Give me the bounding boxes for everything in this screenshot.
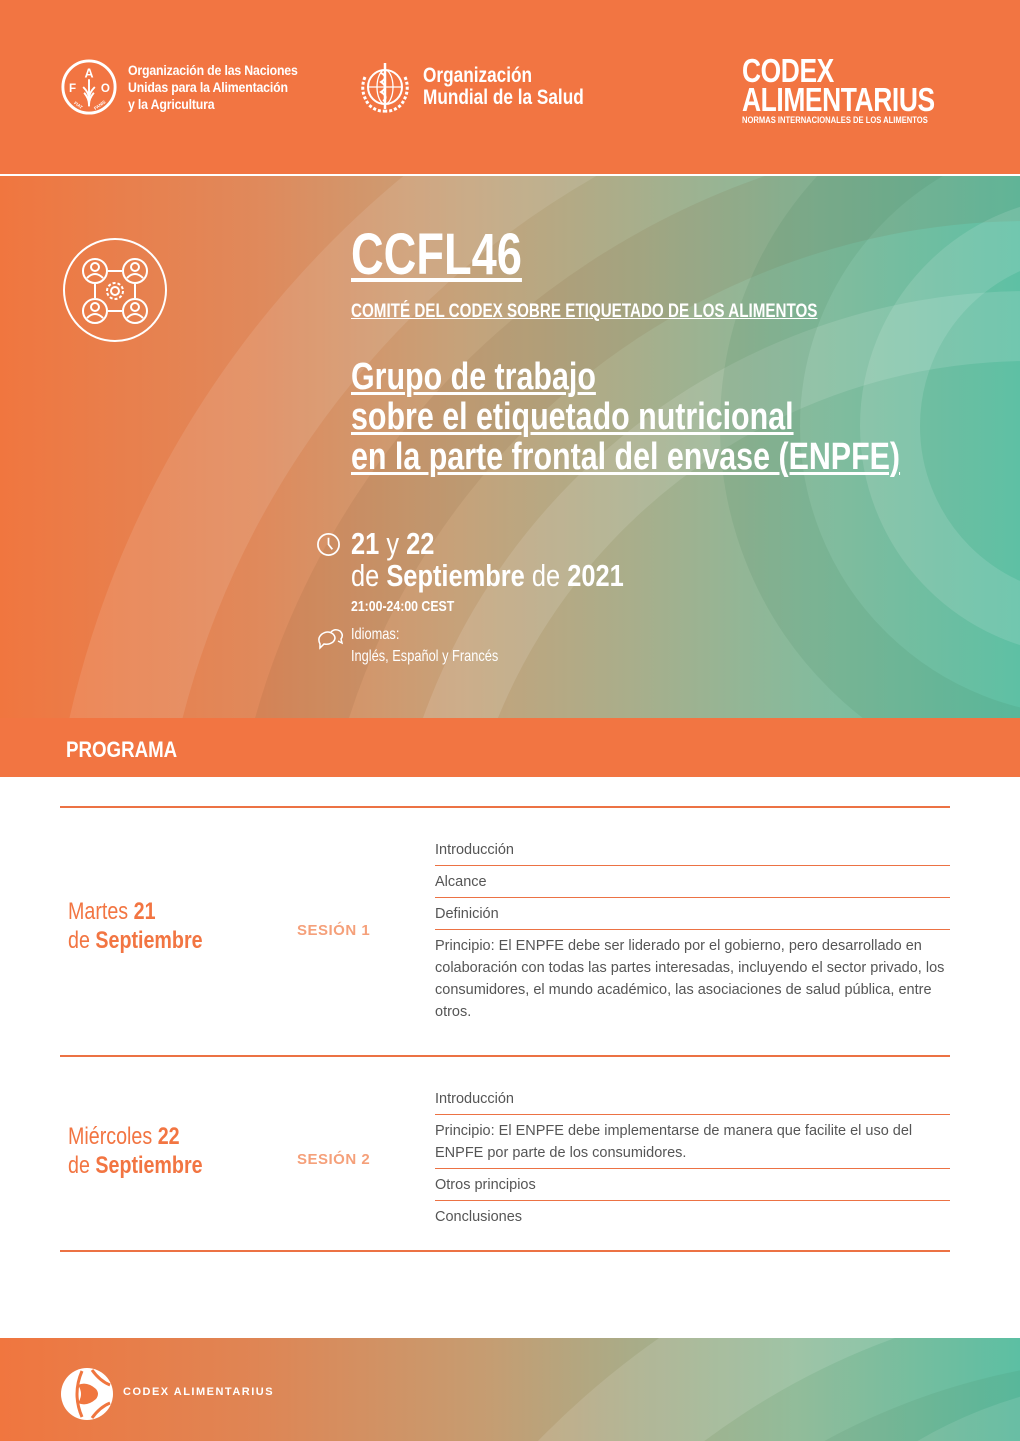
session-2-agenda: [435, 1083, 950, 1232]
hero-text: [351, 222, 901, 478]
working-group-title: Grupo de trabajo sobre el etiquetado nutricional en la parte frontal del envase (ENPFE): [351, 356, 901, 478]
svg-text:PANIS: PANIS: [93, 99, 107, 111]
working-group-icon: [61, 236, 169, 344]
languages-label: Idiomas:: [351, 626, 400, 643]
agenda-item: Introducción: [435, 1083, 950, 1115]
program-title: PROGRAMA: [66, 737, 178, 762]
who-emblem-icon: [355, 57, 415, 117]
agenda-item: Introducción: [435, 834, 950, 866]
session-1-label: SESIÓN 1: [297, 922, 371, 939]
event-time: 21:00-24:00 CEST: [351, 598, 455, 615]
speech-bubbles-icon: [316, 626, 344, 652]
agenda-item: Principio: El ENPFE debe ser liderado por el gobierno, pero desarrollado en colaboración con todas las partes interesadas, incluyendo el sector privado, los consumidores, el mundo académico, las asociaciones de salud pública, entre otros.: [435, 938, 945, 1020]
session-2-label: SESIÓN 2: [297, 1151, 371, 1168]
svg-text:O: O: [100, 81, 110, 95]
codex-alimentarius-logo: CODEX ALIMENTARIUS NORMAS INTERNACIONALES DE LOS ALIMENTOS: [742, 52, 935, 126]
agenda-item: Definición: [435, 898, 950, 930]
fao-logo-block: [60, 57, 321, 117]
hero-banner: [0, 176, 1020, 718]
divider: [60, 1055, 950, 1057]
agenda-item: Otros principios: [435, 1169, 950, 1201]
fao-emblem-icon: [60, 57, 118, 117]
who-logo-block: [355, 57, 619, 117]
session-1-date: Martes 21 de Septiembre: [68, 898, 203, 954]
event-days: 21 y 22: [351, 526, 435, 561]
codex-emblem-icon: [60, 1367, 114, 1421]
who-name: Organización Mundial de la Salud: [423, 64, 584, 109]
agenda-item: Conclusiones: [435, 1209, 523, 1225]
program-section-header: [0, 718, 1020, 777]
svg-text:F: F: [69, 81, 77, 95]
footer-banner: [0, 1338, 1020, 1441]
footer-brand: CODEX ALIMENTARIUS: [123, 1386, 275, 1398]
clock-icon: [316, 532, 341, 557]
svg-text:A: A: [84, 66, 94, 81]
session-2-date: Miércoles 22 de Septiembre: [68, 1123, 203, 1179]
agenda-item: Principio: El ENPFE debe implementarse de manera que facilite el uso del ENPFE por parte de los consumidores.: [435, 1115, 950, 1169]
divider: [60, 1250, 950, 1252]
session-1-agenda: [435, 834, 950, 1027]
fao-name: Organización de las Naciones Unidas para la Alimentación y la Agricultura: [128, 61, 298, 112]
divider: [60, 806, 950, 808]
committee-code: CCFL46: [351, 222, 522, 287]
event-month-year: de Septiembre de 2021: [351, 558, 624, 593]
committee-name: COMITÉ DEL CODEX SOBRE ETIQUETADO DE LOS ALIMENTOS: [351, 301, 818, 322]
header-banner: [0, 0, 1020, 174]
agenda-item: Alcance: [435, 866, 950, 898]
languages-value: Inglés, Español y Francés: [351, 648, 499, 665]
svg-text:FIAT: FIAT: [73, 100, 84, 110]
